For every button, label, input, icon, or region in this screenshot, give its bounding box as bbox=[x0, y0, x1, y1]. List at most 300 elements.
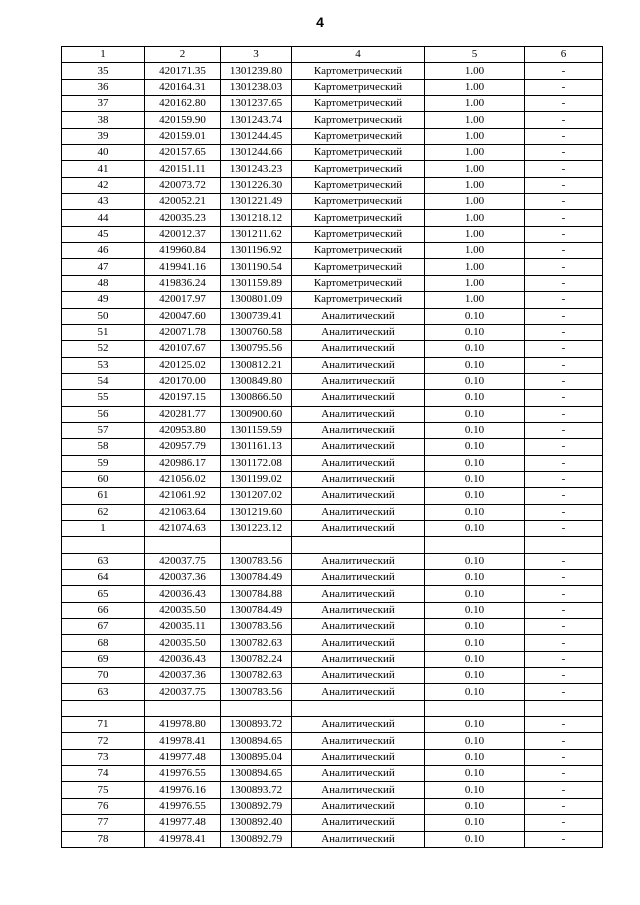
method-cell: Аналитический bbox=[292, 831, 425, 847]
point-number-cell: 55 bbox=[62, 390, 145, 406]
point-number-cell: 77 bbox=[62, 815, 145, 831]
method-cell: Картометрический bbox=[292, 145, 425, 161]
accuracy-cell: 0.10 bbox=[425, 488, 525, 504]
point-number-cell: 44 bbox=[62, 210, 145, 226]
note-cell: - bbox=[525, 798, 603, 814]
accuracy-cell: 0.10 bbox=[425, 602, 525, 618]
note-cell: - bbox=[525, 815, 603, 831]
point-number-cell: 46 bbox=[62, 243, 145, 259]
table-row bbox=[62, 194, 603, 210]
point-number-cell: 75 bbox=[62, 782, 145, 798]
x-coordinate-cell: 420107.67 bbox=[145, 341, 221, 357]
page-number: 4 bbox=[316, 14, 324, 30]
column-header: 4 bbox=[292, 47, 425, 63]
x-coordinate-cell: 420071.78 bbox=[145, 324, 221, 340]
table-row bbox=[62, 586, 603, 602]
y-coordinate-cell: 1301218.12 bbox=[221, 210, 292, 226]
column-header: 1 bbox=[62, 47, 145, 63]
note-cell: - bbox=[525, 324, 603, 340]
point-number-cell: 73 bbox=[62, 749, 145, 765]
method-cell: Аналитический bbox=[292, 749, 425, 765]
table-row bbox=[62, 782, 603, 798]
x-coordinate-cell: 419977.48 bbox=[145, 815, 221, 831]
accuracy-cell: 1.00 bbox=[425, 259, 525, 275]
table-row bbox=[62, 177, 603, 193]
table-row bbox=[62, 766, 603, 782]
accuracy-cell: 0.10 bbox=[425, 651, 525, 667]
note-cell: - bbox=[525, 520, 603, 536]
accuracy-cell: 0.10 bbox=[425, 357, 525, 373]
x-coordinate-cell: 420125.02 bbox=[145, 357, 221, 373]
x-coordinate-cell: 420197.15 bbox=[145, 390, 221, 406]
column-header: 2 bbox=[145, 47, 221, 63]
note-cell: - bbox=[525, 749, 603, 765]
table-row bbox=[62, 619, 603, 635]
accuracy-cell: 0.10 bbox=[425, 782, 525, 798]
point-number-cell: 37 bbox=[62, 96, 145, 112]
x-coordinate-cell: 420170.00 bbox=[145, 373, 221, 389]
method-cell: Аналитический bbox=[292, 651, 425, 667]
y-coordinate-cell: 1300739.41 bbox=[221, 308, 292, 324]
point-number-cell: 63 bbox=[62, 684, 145, 700]
point-number-cell: 40 bbox=[62, 145, 145, 161]
table-row bbox=[62, 243, 603, 259]
method-cell: Аналитический bbox=[292, 553, 425, 569]
x-coordinate-cell: 420037.75 bbox=[145, 684, 221, 700]
method-cell: Аналитический bbox=[292, 439, 425, 455]
x-coordinate-cell: 420159.01 bbox=[145, 128, 221, 144]
y-coordinate-cell: 1300783.56 bbox=[221, 553, 292, 569]
y-coordinate-cell: 1301196.92 bbox=[221, 243, 292, 259]
table-row bbox=[62, 651, 603, 667]
x-coordinate-cell: 420171.35 bbox=[145, 63, 221, 79]
table-row bbox=[62, 341, 603, 357]
x-coordinate-cell: 419960.84 bbox=[145, 243, 221, 259]
accuracy-cell: 1.00 bbox=[425, 292, 525, 308]
accuracy-cell: 1.00 bbox=[425, 177, 525, 193]
table-row bbox=[62, 145, 603, 161]
method-cell: Картометрический bbox=[292, 226, 425, 242]
y-coordinate-cell: 1301226.30 bbox=[221, 177, 292, 193]
accuracy-cell: 0.10 bbox=[425, 341, 525, 357]
table-row bbox=[62, 798, 603, 814]
accuracy-cell: 0.10 bbox=[425, 390, 525, 406]
table-row bbox=[62, 717, 603, 733]
table-row bbox=[62, 292, 603, 308]
note-cell: - bbox=[525, 406, 603, 422]
accuracy-cell: 1.00 bbox=[425, 226, 525, 242]
method-cell: Картометрический bbox=[292, 177, 425, 193]
point-number-cell: 47 bbox=[62, 259, 145, 275]
x-coordinate-cell: 419976.55 bbox=[145, 798, 221, 814]
accuracy-cell: 0.10 bbox=[425, 373, 525, 389]
table-row bbox=[62, 161, 603, 177]
accuracy-cell: 0.10 bbox=[425, 733, 525, 749]
method-cell: Аналитический bbox=[292, 798, 425, 814]
y-coordinate-cell: 1301243.74 bbox=[221, 112, 292, 128]
header-row bbox=[62, 47, 603, 63]
accuracy-cell: 1.00 bbox=[425, 112, 525, 128]
accuracy-cell: 0.10 bbox=[425, 668, 525, 684]
point-number-cell: 70 bbox=[62, 668, 145, 684]
note-cell: - bbox=[525, 488, 603, 504]
table-row bbox=[62, 635, 603, 651]
note-cell: - bbox=[525, 259, 603, 275]
point-number-cell: 39 bbox=[62, 128, 145, 144]
accuracy-cell: 1.00 bbox=[425, 161, 525, 177]
note-cell: - bbox=[525, 194, 603, 210]
point-number-cell: 36 bbox=[62, 79, 145, 95]
point-number-cell: 65 bbox=[62, 586, 145, 602]
y-coordinate-cell: 1301238.03 bbox=[221, 79, 292, 95]
note-cell: - bbox=[525, 226, 603, 242]
y-coordinate-cell: 1300784.49 bbox=[221, 570, 292, 586]
accuracy-cell: 1.00 bbox=[425, 275, 525, 291]
note-cell: - bbox=[525, 471, 603, 487]
accuracy-cell: 0.10 bbox=[425, 815, 525, 831]
point-number-cell: 61 bbox=[62, 488, 145, 504]
accuracy-cell: 1.00 bbox=[425, 194, 525, 210]
y-coordinate-cell: 1300893.72 bbox=[221, 782, 292, 798]
point-number-cell: 78 bbox=[62, 831, 145, 847]
table-row bbox=[62, 602, 603, 618]
x-coordinate-cell: 420281.77 bbox=[145, 406, 221, 422]
point-number-cell: 67 bbox=[62, 619, 145, 635]
y-coordinate-cell: 1300866.50 bbox=[221, 390, 292, 406]
table-body bbox=[62, 63, 603, 848]
accuracy-cell: 0.10 bbox=[425, 749, 525, 765]
y-coordinate-cell: 1300782.24 bbox=[221, 651, 292, 667]
note-cell: - bbox=[525, 63, 603, 79]
accuracy-cell: 1.00 bbox=[425, 128, 525, 144]
accuracy-cell: 0.10 bbox=[425, 406, 525, 422]
point-number-cell: 72 bbox=[62, 733, 145, 749]
note-cell: - bbox=[525, 733, 603, 749]
method-cell: Аналитический bbox=[292, 471, 425, 487]
table-row bbox=[62, 308, 603, 324]
note-cell: - bbox=[525, 717, 603, 733]
method-cell: Аналитический bbox=[292, 488, 425, 504]
y-coordinate-cell: 1300812.21 bbox=[221, 357, 292, 373]
table-row-spacer bbox=[62, 700, 603, 716]
table-row bbox=[62, 668, 603, 684]
point-number-cell: 66 bbox=[62, 602, 145, 618]
accuracy-cell: 0.10 bbox=[425, 798, 525, 814]
x-coordinate-cell: 420957.79 bbox=[145, 439, 221, 455]
point-number-cell: 56 bbox=[62, 406, 145, 422]
x-coordinate-cell: 420037.36 bbox=[145, 570, 221, 586]
note-cell: - bbox=[525, 635, 603, 651]
x-coordinate-cell: 419978.41 bbox=[145, 831, 221, 847]
y-coordinate-cell: 1300849.80 bbox=[221, 373, 292, 389]
accuracy-cell: 0.10 bbox=[425, 831, 525, 847]
y-coordinate-cell: 1300783.56 bbox=[221, 619, 292, 635]
y-coordinate-cell: 1301159.89 bbox=[221, 275, 292, 291]
y-coordinate-cell: 1301159.59 bbox=[221, 422, 292, 438]
method-cell: Аналитический bbox=[292, 602, 425, 618]
table-row bbox=[62, 684, 603, 700]
note-cell: - bbox=[525, 504, 603, 520]
y-coordinate-cell bbox=[221, 537, 292, 553]
x-coordinate-cell: 420017.97 bbox=[145, 292, 221, 308]
method-cell: Аналитический bbox=[292, 586, 425, 602]
note-cell: - bbox=[525, 766, 603, 782]
y-coordinate-cell: 1301239.80 bbox=[221, 63, 292, 79]
accuracy-cell: 0.10 bbox=[425, 324, 525, 340]
note-cell: - bbox=[525, 210, 603, 226]
table-row bbox=[62, 357, 603, 373]
point-number-cell: 76 bbox=[62, 798, 145, 814]
x-coordinate-cell: 420035.50 bbox=[145, 635, 221, 651]
accuracy-cell: 0.10 bbox=[425, 766, 525, 782]
table-row bbox=[62, 520, 603, 536]
accuracy-cell: 1.00 bbox=[425, 145, 525, 161]
note-cell: - bbox=[525, 177, 603, 193]
method-cell: Аналитический bbox=[292, 390, 425, 406]
x-coordinate-cell: 421063.64 bbox=[145, 504, 221, 520]
table-row bbox=[62, 128, 603, 144]
y-coordinate-cell: 1300892.40 bbox=[221, 815, 292, 831]
y-coordinate-cell: 1301161.13 bbox=[221, 439, 292, 455]
x-coordinate-cell: 420035.11 bbox=[145, 619, 221, 635]
note-cell: - bbox=[525, 570, 603, 586]
accuracy-cell: 0.10 bbox=[425, 308, 525, 324]
method-cell: Картометрический bbox=[292, 292, 425, 308]
point-number-cell: 51 bbox=[62, 324, 145, 340]
accuracy-cell: 0.10 bbox=[425, 586, 525, 602]
table-row bbox=[62, 324, 603, 340]
point-number-cell: 53 bbox=[62, 357, 145, 373]
note-cell: - bbox=[525, 651, 603, 667]
accuracy-cell: 1.00 bbox=[425, 96, 525, 112]
point-number-cell: 60 bbox=[62, 471, 145, 487]
point-number-cell: 38 bbox=[62, 112, 145, 128]
y-coordinate-cell: 1301237.65 bbox=[221, 96, 292, 112]
method-cell: Картометрический bbox=[292, 259, 425, 275]
table-row bbox=[62, 406, 603, 422]
method-cell: Аналитический bbox=[292, 455, 425, 471]
point-number-cell: 58 bbox=[62, 439, 145, 455]
x-coordinate-cell: 420073.72 bbox=[145, 177, 221, 193]
point-number-cell: 50 bbox=[62, 308, 145, 324]
y-coordinate-cell: 1301207.02 bbox=[221, 488, 292, 504]
point-number-cell: 59 bbox=[62, 455, 145, 471]
table-row bbox=[62, 815, 603, 831]
note-cell: - bbox=[525, 79, 603, 95]
y-coordinate-cell: 1300784.88 bbox=[221, 586, 292, 602]
x-coordinate-cell bbox=[145, 700, 221, 716]
y-coordinate-cell: 1300784.49 bbox=[221, 602, 292, 618]
table-row bbox=[62, 210, 603, 226]
point-number-cell: 45 bbox=[62, 226, 145, 242]
accuracy-cell: 1.00 bbox=[425, 63, 525, 79]
y-coordinate-cell: 1300801.09 bbox=[221, 292, 292, 308]
x-coordinate-cell: 420953.80 bbox=[145, 422, 221, 438]
table-row bbox=[62, 96, 603, 112]
table-row bbox=[62, 831, 603, 847]
table-row bbox=[62, 79, 603, 95]
x-coordinate-cell: 420151.11 bbox=[145, 161, 221, 177]
y-coordinate-cell: 1300783.56 bbox=[221, 684, 292, 700]
table-row bbox=[62, 422, 603, 438]
note-cell: - bbox=[525, 553, 603, 569]
x-coordinate-cell: 420164.31 bbox=[145, 79, 221, 95]
method-cell: Аналитический bbox=[292, 357, 425, 373]
note-cell: - bbox=[525, 586, 603, 602]
point-number-cell: 43 bbox=[62, 194, 145, 210]
accuracy-cell: 0.10 bbox=[425, 504, 525, 520]
table-row bbox=[62, 390, 603, 406]
y-coordinate-cell: 1301211.62 bbox=[221, 226, 292, 242]
x-coordinate-cell: 419976.55 bbox=[145, 766, 221, 782]
table-row bbox=[62, 570, 603, 586]
method-cell: Аналитический bbox=[292, 504, 425, 520]
point-number-cell: 71 bbox=[62, 717, 145, 733]
accuracy-cell: 1.00 bbox=[425, 243, 525, 259]
x-coordinate-cell: 420037.36 bbox=[145, 668, 221, 684]
accuracy-cell: 0.10 bbox=[425, 455, 525, 471]
method-cell: Картометрический bbox=[292, 275, 425, 291]
note-cell: - bbox=[525, 341, 603, 357]
accuracy-cell bbox=[425, 700, 525, 716]
accuracy-cell: 0.10 bbox=[425, 619, 525, 635]
note-cell: - bbox=[525, 602, 603, 618]
method-cell bbox=[292, 537, 425, 553]
y-coordinate-cell: 1301221.49 bbox=[221, 194, 292, 210]
method-cell: Картометрический bbox=[292, 63, 425, 79]
method-cell: Аналитический bbox=[292, 733, 425, 749]
accuracy-cell: 1.00 bbox=[425, 79, 525, 95]
method-cell: Аналитический bbox=[292, 717, 425, 733]
x-coordinate-cell: 420035.50 bbox=[145, 602, 221, 618]
y-coordinate-cell: 1301244.66 bbox=[221, 145, 292, 161]
note-cell: - bbox=[525, 112, 603, 128]
note-cell: - bbox=[525, 357, 603, 373]
accuracy-cell: 0.10 bbox=[425, 717, 525, 733]
y-coordinate-cell: 1300894.65 bbox=[221, 766, 292, 782]
note-cell: - bbox=[525, 243, 603, 259]
x-coordinate-cell: 420047.60 bbox=[145, 308, 221, 324]
y-coordinate-cell: 1301199.02 bbox=[221, 471, 292, 487]
accuracy-cell: 0.10 bbox=[425, 570, 525, 586]
method-cell: Аналитический bbox=[292, 341, 425, 357]
method-cell: Аналитический bbox=[292, 308, 425, 324]
x-coordinate-cell: 419976.16 bbox=[145, 782, 221, 798]
point-number-cell: 41 bbox=[62, 161, 145, 177]
point-number-cell bbox=[62, 700, 145, 716]
point-number-cell: 63 bbox=[62, 553, 145, 569]
accuracy-cell: 0.10 bbox=[425, 471, 525, 487]
x-coordinate-cell: 420037.75 bbox=[145, 553, 221, 569]
x-coordinate-cell: 420052.21 bbox=[145, 194, 221, 210]
x-coordinate-cell: 419836.24 bbox=[145, 275, 221, 291]
method-cell: Аналитический bbox=[292, 782, 425, 798]
point-number-cell: 68 bbox=[62, 635, 145, 651]
method-cell: Аналитический bbox=[292, 406, 425, 422]
x-coordinate-cell: 420162.80 bbox=[145, 96, 221, 112]
x-coordinate-cell: 421061.92 bbox=[145, 488, 221, 504]
table-row bbox=[62, 488, 603, 504]
table-row-spacer bbox=[62, 537, 603, 553]
x-coordinate-cell: 420157.65 bbox=[145, 145, 221, 161]
y-coordinate-cell: 1300892.79 bbox=[221, 831, 292, 847]
accuracy-cell: 0.10 bbox=[425, 635, 525, 651]
point-number-cell: 62 bbox=[62, 504, 145, 520]
method-cell: Аналитический bbox=[292, 373, 425, 389]
note-cell: - bbox=[525, 831, 603, 847]
point-number-cell: 1 bbox=[62, 520, 145, 536]
note-cell: - bbox=[525, 668, 603, 684]
coordinates-table bbox=[61, 46, 603, 848]
point-number-cell: 42 bbox=[62, 177, 145, 193]
method-cell: Картометрический bbox=[292, 194, 425, 210]
note-cell: - bbox=[525, 373, 603, 389]
method-cell: Картометрический bbox=[292, 210, 425, 226]
note-cell: - bbox=[525, 292, 603, 308]
note-cell: - bbox=[525, 128, 603, 144]
method-cell: Аналитический bbox=[292, 635, 425, 651]
method-cell bbox=[292, 700, 425, 716]
note-cell: - bbox=[525, 439, 603, 455]
table-row bbox=[62, 455, 603, 471]
method-cell: Картометрический bbox=[292, 161, 425, 177]
y-coordinate-cell: 1300900.60 bbox=[221, 406, 292, 422]
y-coordinate-cell: 1300795.56 bbox=[221, 341, 292, 357]
method-cell: Картометрический bbox=[292, 112, 425, 128]
table-row bbox=[62, 275, 603, 291]
accuracy-cell: 1.00 bbox=[425, 210, 525, 226]
column-header: 3 bbox=[221, 47, 292, 63]
x-coordinate-cell: 420036.43 bbox=[145, 586, 221, 602]
method-cell: Аналитический bbox=[292, 422, 425, 438]
note-cell: - bbox=[525, 422, 603, 438]
x-coordinate-cell: 419977.48 bbox=[145, 749, 221, 765]
column-header: 5 bbox=[425, 47, 525, 63]
note-cell: - bbox=[525, 308, 603, 324]
y-coordinate-cell: 1300895.04 bbox=[221, 749, 292, 765]
y-coordinate-cell: 1301219.60 bbox=[221, 504, 292, 520]
table-row bbox=[62, 112, 603, 128]
point-number-cell: 49 bbox=[62, 292, 145, 308]
y-coordinate-cell: 1300782.63 bbox=[221, 635, 292, 651]
note-cell bbox=[525, 700, 603, 716]
method-cell: Картометрический bbox=[292, 243, 425, 259]
method-cell: Аналитический bbox=[292, 570, 425, 586]
point-number-cell: 52 bbox=[62, 341, 145, 357]
point-number-cell: 69 bbox=[62, 651, 145, 667]
method-cell: Картометрический bbox=[292, 96, 425, 112]
accuracy-cell bbox=[425, 537, 525, 553]
method-cell: Аналитический bbox=[292, 668, 425, 684]
note-cell bbox=[525, 537, 603, 553]
column-header: 6 bbox=[525, 47, 603, 63]
x-coordinate-cell: 420159.90 bbox=[145, 112, 221, 128]
table-row bbox=[62, 439, 603, 455]
note-cell: - bbox=[525, 145, 603, 161]
point-number-cell: 64 bbox=[62, 570, 145, 586]
method-cell: Аналитический bbox=[292, 815, 425, 831]
y-coordinate-cell: 1301243.23 bbox=[221, 161, 292, 177]
table-row bbox=[62, 373, 603, 389]
note-cell: - bbox=[525, 390, 603, 406]
accuracy-cell: 0.10 bbox=[425, 684, 525, 700]
y-coordinate-cell: 1301172.08 bbox=[221, 455, 292, 471]
table-row bbox=[62, 63, 603, 79]
table-row bbox=[62, 504, 603, 520]
note-cell: - bbox=[525, 684, 603, 700]
point-number-cell: 54 bbox=[62, 373, 145, 389]
y-coordinate-cell: 1300893.72 bbox=[221, 717, 292, 733]
